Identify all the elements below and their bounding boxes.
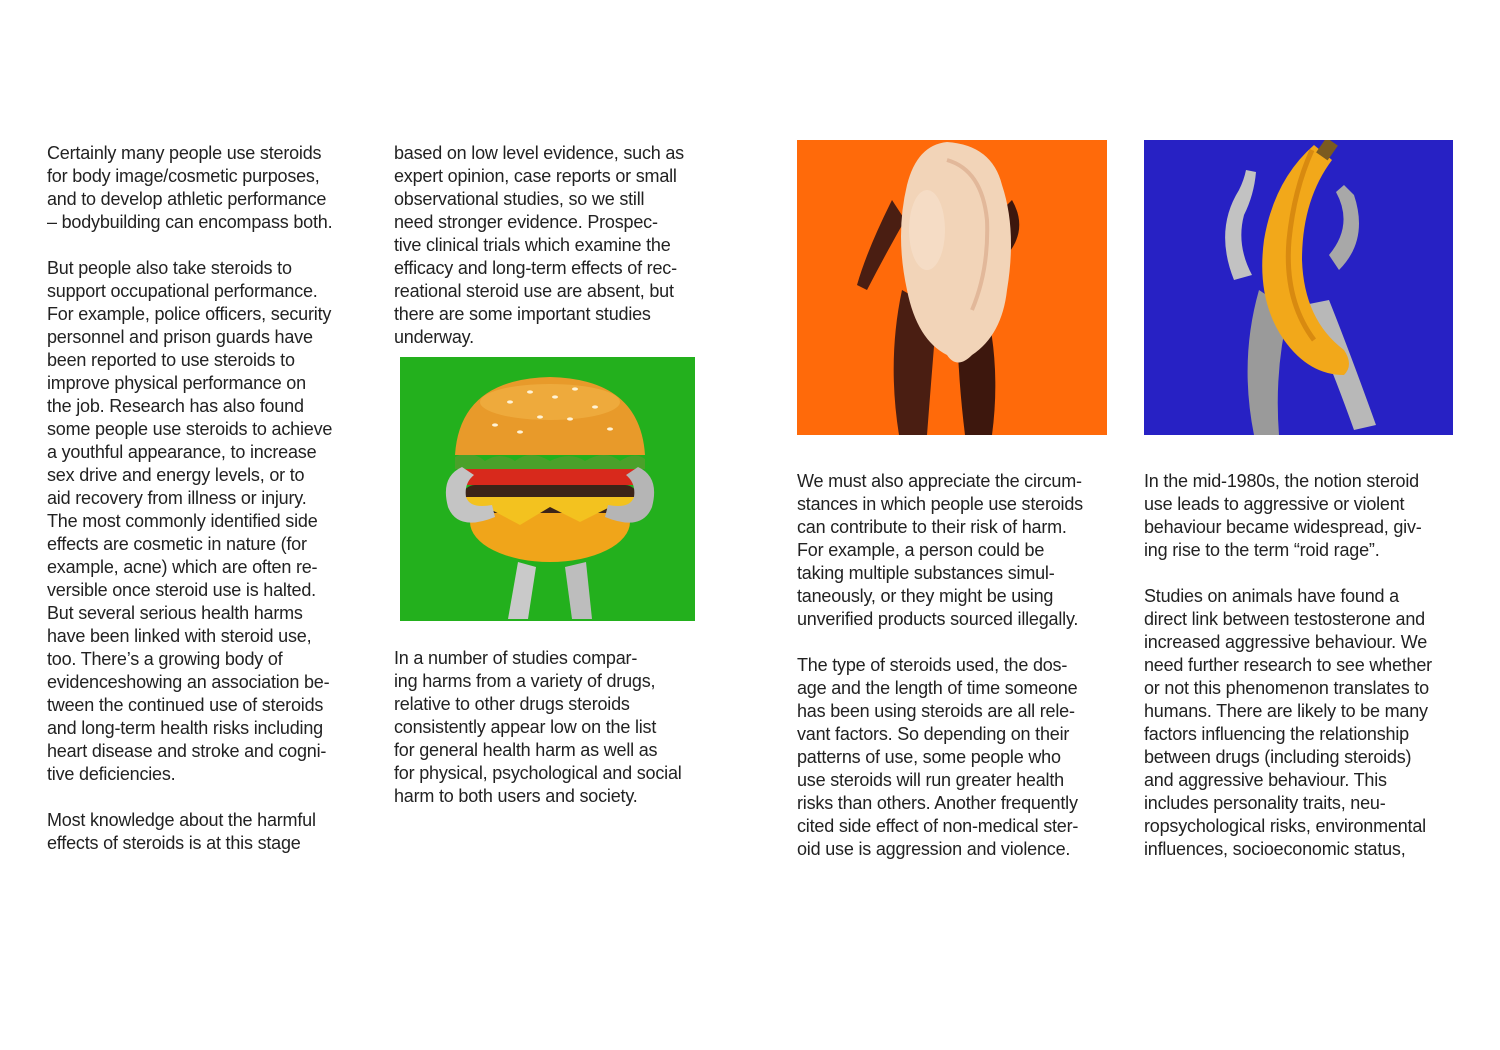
- text-column-2-upper: [394, 142, 714, 349]
- text-column-4: [1144, 470, 1459, 861]
- paragraph: In a number of studies compar- ing harms from a variety of drugs, relative to other drugs steroids consistently appear low on the list for general health harm as well as for physical, psychological and social harm to both users and society.: [394, 648, 682, 806]
- burger-bodybuilder-image: [400, 357, 695, 621]
- chicken-body-image: [797, 140, 1107, 435]
- paragraph: In the mid-1980s, the notion steroid use leads to aggressive or violent behaviour became widespread, giv- ing rise to the term “roid rage”.: [1144, 471, 1422, 560]
- raw-chicken-torso-illustration-icon: [797, 140, 1107, 435]
- paragraph: The type of steroids used, the dos- age and the length of time someone has been using steroids are all rele- vant factors. So depending on their patterns of use, some people who use steroids will run greater health risks than others. Another frequently cited side effect of non-medical ster- oid use is aggression and violence.: [797, 655, 1079, 859]
- paragraph: based on low level evidence, such as expert opinion, case reports or small observational studies, so we still need stronger evidence. Prospec- tive clinical trials which examine the efficacy and long-term effects of rec- reational steroid use are absent, but there are some important studies underway.: [394, 143, 684, 347]
- text-column-1: [47, 142, 359, 855]
- paragraph: Studies on animals have found a direct link between testosterone and increased aggressive behaviour. We need further research to see whether or not this phenomenon translates to humans. There are likely to be many factors influencing the relationship between drugs (including steroids) and aggressive behaviour. This includes personality traits, neu- ropsychological risks, environmental influences, socioeconomic status,: [1144, 586, 1432, 859]
- paragraph: Most knowledge about the harmful effects of steroids is at this stage: [47, 810, 316, 853]
- paragraph: But people also take steroids to support occupational performance. For example, police officers, security personnel and prison guards have been reported to use steroids to improve physical performance on the job. Research has also found some people use steroids to achieve a youthful appearance, to increase sex drive and energy levels, or to aid recovery from illness or injury. The most commonly identified side effects are cosmetic in nature (for example, acne) which are often re- versible once steroid use is halted. But several serious health harms have been linked with steroid use, too. There’s a growing body of evidenceshowing an association be- tween the continued use of steroids and long-term health risks including heart disease and stroke and cogni- tive deficiencies.: [47, 258, 333, 784]
- burger-bodybuilder-illustration-icon: [400, 357, 695, 621]
- text-column-3: [797, 470, 1112, 861]
- banana-bodybuilder-image: [1144, 140, 1453, 435]
- text-column-2-lower: [394, 647, 714, 808]
- paragraph: We must also appreciate the circum- stances in which people use steroids can contribute to their risk of harm. For example, a person could be taking multiple substances simul- taneously, or they might be using unverified products sourced illegally.: [797, 471, 1083, 629]
- paragraph: Certainly many people use steroids for body image/cosmetic purposes, and to develop athletic performance – bodybuilding can encompass both.: [47, 143, 333, 232]
- banana-bodybuilder-illustration-icon: [1144, 140, 1453, 435]
